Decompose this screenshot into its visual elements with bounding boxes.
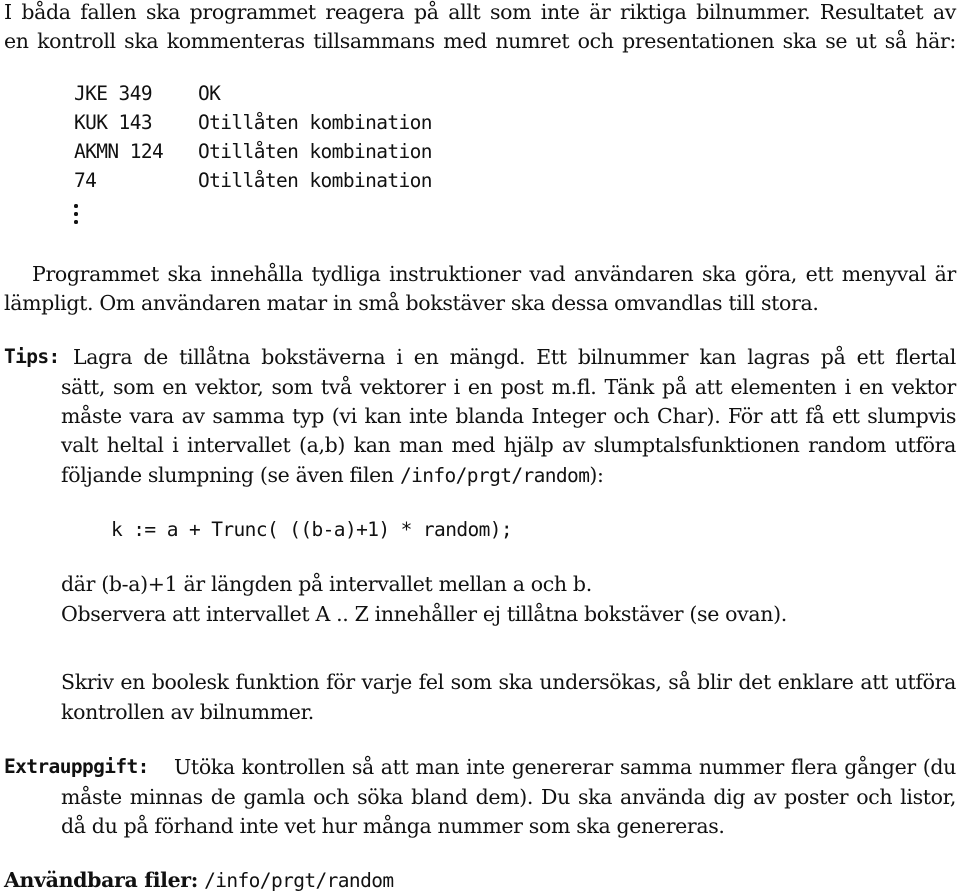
example-plate: AKMN 124	[74, 140, 164, 163]
example-plate: KUK 143	[74, 111, 152, 134]
extra-line-3: då du på förhand inte vet hur många nummer som ska genereras.	[61, 814, 725, 838]
extra-line-2: måste minnas de gamla och söka bland dem). Du ska använda dig av poster och listor,	[61, 785, 956, 809]
useful-files	[4, 866, 394, 895]
tips-line-2: sätt, som en vektor, som två vektorer i en post m.fl. Tänk på att elementen i en vektor	[61, 375, 956, 399]
tips-line-3: måste vara av samma typ (vi kan inte blanda Integer och Char). För att få ett slumpvis	[61, 404, 956, 428]
useful-file-path: /info/prgt/random	[204, 869, 394, 892]
random-file-path: /info/prgt/random	[399, 464, 590, 487]
tips-after-line-1: där (b-a)+1 är längden på intervallet mellan a och b.	[61, 572, 592, 596]
boolean-line-1: Skriv en boolesk funktion för varje fel som ska undersökas, så blir det enklare att utföra	[61, 670, 956, 694]
instructions-line-1: Programmet ska innehålla tydliga instruktioner vad användaren ska göra, ett menyval är	[32, 262, 956, 286]
intro-line-1: I båda fallen ska programmet reagera på allt som inte är riktiga bilnummer. Resultatet av	[4, 0, 956, 24]
example-result: Otillåten kombination	[198, 169, 432, 192]
vertical-ellipsis	[74, 204, 80, 228]
extra-label: Extrauppgift:	[4, 755, 149, 778]
intro-line-2: en kontroll ska kommenteras tillsammans med numret och presentationen ska se ut så här:	[4, 29, 956, 53]
example-plate: 74	[74, 169, 97, 192]
tips-label: Tips:	[4, 345, 60, 368]
example-result: OK	[198, 82, 221, 105]
boolean-line-2: kontrollen av bilnummer.	[61, 700, 314, 724]
tips-line-5	[61, 461, 604, 490]
extra-line-1: Utöka kontrollen så att man inte genererar samma nummer flera gånger (du	[174, 755, 956, 779]
example-result: Otillåten kombination	[198, 111, 432, 134]
tips-line-5-suffix: ):	[589, 463, 604, 487]
example-plate: JKE 349	[74, 82, 152, 105]
useful-files-label: Användbara filer:	[4, 868, 198, 892]
tips-line-5-prefix: följande slumpning (se även filen	[61, 463, 400, 487]
code-snippet: k := a + Trunc( ((b-a)+1) * random);	[111, 518, 513, 541]
instructions-line-2: lämpligt. Om användaren matar in små bokstäver ska dessa omvandlas till stora.	[4, 291, 819, 315]
tips-line-1: Lagra de tillåtna bokstäverna i en mängd. Ett bilnummer kan lagras på ett flertal	[73, 345, 956, 369]
example-result: Otillåten kombination	[198, 140, 432, 163]
tips-after-line-2: Observera att intervallet A .. Z innehåller ej tillåtna bokstäver (se ovan).	[61, 602, 787, 626]
tips-line-4: valt heltal i intervallet (a,b) kan man med hjälp av slumptalsfunktionen random utföra	[61, 433, 956, 457]
